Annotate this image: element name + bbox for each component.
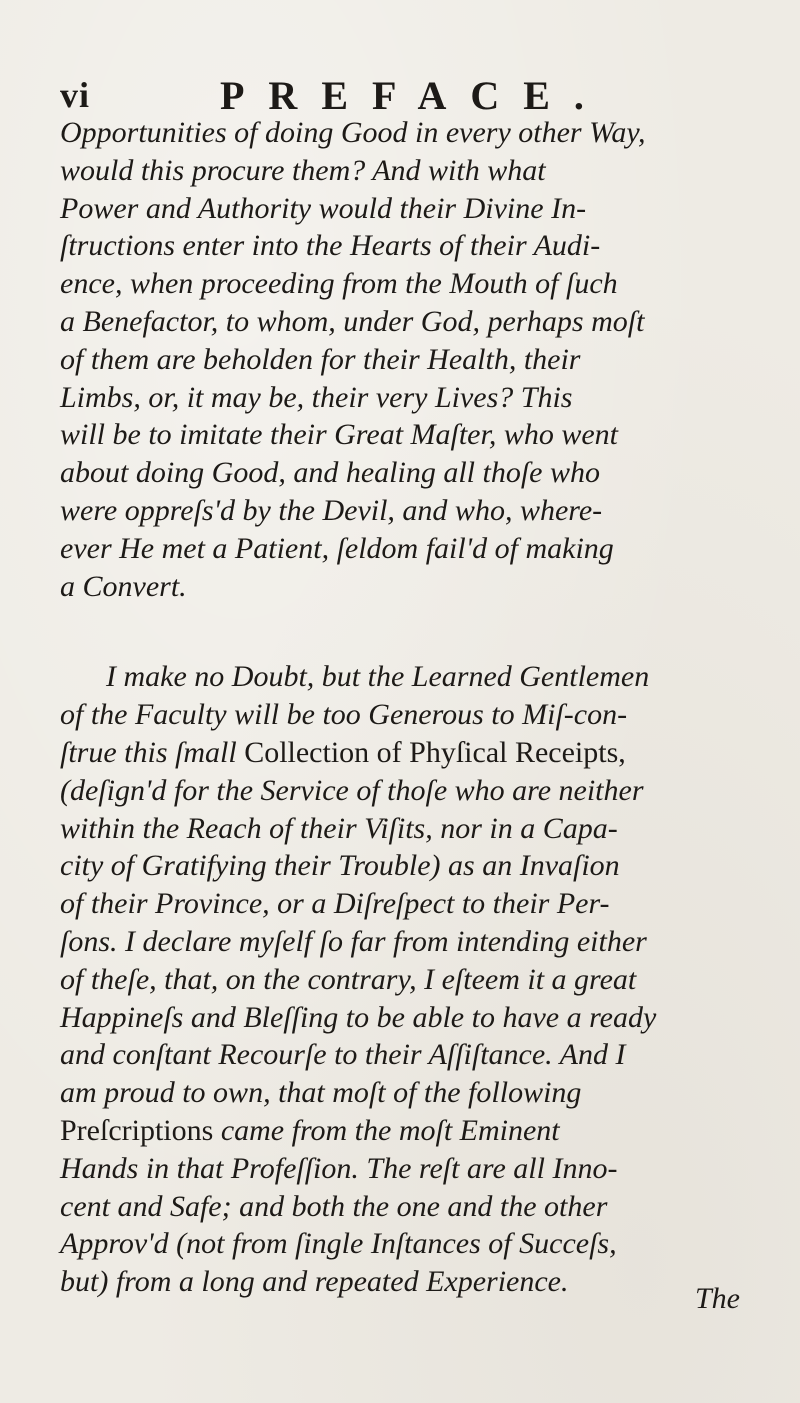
text-segment: Preſcriptions: [60, 1113, 214, 1147]
text-segment: Happineſs and Bleſſing to be able to have a ready: [60, 1000, 657, 1034]
text-segment: ſtrue this ſmall: [60, 735, 245, 769]
text-segment: ſtructions enter into the Hearts of their Audi-: [60, 229, 601, 263]
text-line: [60, 885, 766, 923]
text-line: [60, 923, 766, 961]
text-segment: within the Reach of their Viſits, nor in a Capa-: [60, 811, 618, 845]
text-segment: of the Faculty will be too Generous to Miſ-con-: [60, 698, 628, 732]
text-line: [60, 530, 766, 568]
text-segment: am proud to own, that moſt of the following: [60, 1076, 582, 1110]
text-line: [60, 734, 766, 772]
text-segment: would this procure them? And with what: [60, 153, 546, 187]
text-line: [60, 999, 766, 1037]
page-number: vi: [60, 75, 91, 115]
text-line: [60, 265, 766, 303]
text-segment: cent and Safe; and both the one and the other: [60, 1189, 608, 1223]
paragraph: [60, 114, 766, 605]
text-line: [60, 492, 766, 530]
text-line: [60, 303, 766, 341]
text-segment: Collection of Phyſical Receipts,: [244, 735, 626, 769]
paragraph-gap: [60, 605, 766, 658]
text-line: [60, 1112, 766, 1150]
text-segment: (deſign'd for the Service of thoſe who are neither: [60, 773, 644, 807]
text-line: [60, 1074, 766, 1112]
text-segment: will be to imitate their Great Maſter, who went: [60, 418, 619, 452]
text-line: [60, 227, 766, 265]
text-segment: ſons. I declare myſelf ſo far from intending either: [60, 924, 647, 958]
text-segment: ever He met a Patient, ſeldom fail'd of making: [60, 531, 614, 565]
text-segment: but) from a long and repeated Experience.: [60, 1265, 569, 1299]
page-header: [60, 72, 760, 118]
text-line: [60, 1225, 766, 1263]
paragraph: [60, 658, 766, 1301]
text-segment: Power and Authority would their Divine In-: [60, 191, 587, 225]
body-text: [60, 114, 766, 1301]
text-line: [60, 847, 766, 885]
text-line: [60, 810, 766, 848]
text-segment: I make no Doubt, but the Learned Gentlemen: [106, 660, 650, 694]
text-line: [60, 379, 766, 417]
text-line: [60, 568, 766, 606]
text-segment: were oppreſs'd by the Devil, and who, where-: [60, 493, 603, 527]
catchword: The: [695, 1282, 740, 1315]
text-segment: Limbs, or, it may be, their very Lives? This: [60, 380, 573, 414]
text-segment: Approv'd (not from ſingle Inſtances of Succeſs,: [60, 1227, 617, 1261]
text-line: [60, 658, 766, 696]
text-segment: of them are beholden for their Health, their: [60, 342, 581, 376]
text-line: [60, 416, 766, 454]
text-segment: ence, when proceeding from the Mouth of ſuch: [60, 267, 618, 301]
text-segment: a Convert.: [60, 569, 187, 603]
text-segment: about doing Good, and healing all thoſe who: [60, 456, 600, 490]
text-segment: of their Province, or a Diſreſpect to their Per-: [60, 887, 610, 921]
text-line: [60, 1263, 766, 1301]
text-segment: Hands in that Profeſſion. The reſt are all Inno-: [60, 1151, 618, 1185]
text-segment: city of Gratifying their Trouble) as an Invaſion: [60, 849, 620, 883]
text-line: [60, 772, 766, 810]
text-line: [60, 190, 766, 228]
text-segment: Opportunities of doing Good in every other Way,: [60, 116, 646, 149]
text-line: [60, 1150, 766, 1188]
running-head: PREFACE.: [220, 73, 608, 118]
text-line: [60, 114, 766, 152]
text-line: [60, 1188, 766, 1226]
text-segment: a Benefactor, to whom, under God, perhaps moſt: [60, 304, 645, 338]
text-line: [60, 152, 766, 190]
text-segment: came from the moſt Eminent: [213, 1113, 560, 1147]
text-line: [60, 961, 766, 999]
text-line: [60, 696, 766, 734]
text-segment: of theſe, that, on the contrary, I eſteem it a great: [60, 962, 637, 996]
text-segment: and conſtant Recourſe to their Aſſiſtance. And I: [60, 1038, 626, 1072]
text-line: [60, 454, 766, 492]
text-line: [60, 341, 766, 379]
text-line: [60, 1036, 766, 1074]
